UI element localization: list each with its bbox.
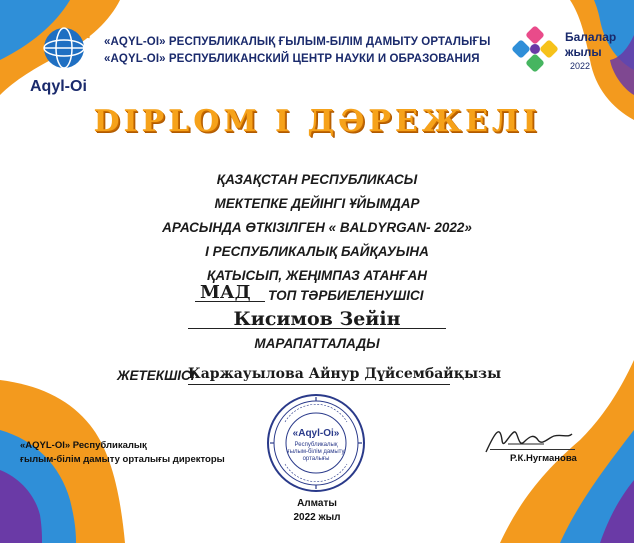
group-suffix: ТОП ТӘРБИЕЛЕНУШІСІ: [268, 288, 424, 303]
stamp-sub-3: орталығы: [302, 456, 330, 462]
body-line-5: ҚАТЫСЫП, ЖЕҢІМПАЗ АТАНҒАН: [207, 268, 427, 283]
logo-text: Aqyl-Oi: [30, 78, 87, 95]
recipient-name: Кисимов Зейін: [233, 308, 401, 330]
director-line-2: ғылым-білім дамыту орталығы директоры: [20, 454, 225, 465]
official-stamp: [265, 392, 367, 494]
group-name-handwritten: МАД: [200, 282, 251, 303]
badge-line-1: Балалар: [565, 30, 617, 44]
header-line-ru: «AQYL-OI» РЕСПУБЛИКАНСКИЙ ЦЕНТР НАУКИ И ОБРАЗОВАНИЯ: [104, 53, 480, 65]
flower-icon: [512, 26, 558, 72]
globe-icon: [38, 20, 94, 76]
body-line-4: I РЕСПУБЛИКАЛЫҚ БАЙҚАУЫНА: [205, 244, 429, 259]
year: 2022 жыл: [293, 512, 341, 523]
body-line-3: АРАСЫНДА ӨТКІЗІЛГЕН « BALDYRGAN- 2022»: [162, 220, 472, 235]
diploma-title: DIPLOM I ДӘРЕЖЕЛІ: [93, 104, 541, 139]
badge-year: 2022: [570, 61, 591, 71]
director-line-1: «AQYL-OI» Республикалық: [20, 440, 147, 451]
group-underline: [195, 301, 265, 302]
stamp-center-text: «Aqyl-Oi»: [292, 428, 340, 439]
recipient-underline: [188, 328, 446, 329]
body-line-2: МЕКТЕПКЕ ДЕЙІНГІ ҰЙЫМДАР: [214, 196, 420, 211]
aqyl-oi-logo: [38, 20, 94, 76]
signature-line: [490, 449, 575, 450]
header-line-kz: «AQYL-OI» РЕСПУБЛИКАЛЫҚ ҒЫЛЫМ-БІЛІМ ДАМЫТУ ОРТАЛЫҒЫ: [104, 36, 491, 48]
signatory-name: Р.К.Нугманова: [510, 453, 577, 464]
city: Алматы: [297, 498, 337, 509]
supervisor-name: Каржауылова Айнур Дүйсембайқызы: [188, 366, 502, 382]
stamp-sub-2: ғылым-білім дамыту: [287, 449, 345, 455]
awarded-text: МАРАПАТТАЛАДЫ: [254, 336, 380, 351]
supervisor-underline: [188, 384, 450, 385]
stamp-sub-1: Республикалық: [294, 442, 338, 448]
badge-line-2: жылы: [565, 45, 602, 59]
body-line-1: ҚАЗАҚСТАН РЕСПУБЛИКАСЫ: [216, 172, 418, 187]
balalar-jyly-emblem: [512, 26, 558, 72]
supervisor-label: ЖЕТЕКШІСІ: [117, 368, 195, 383]
